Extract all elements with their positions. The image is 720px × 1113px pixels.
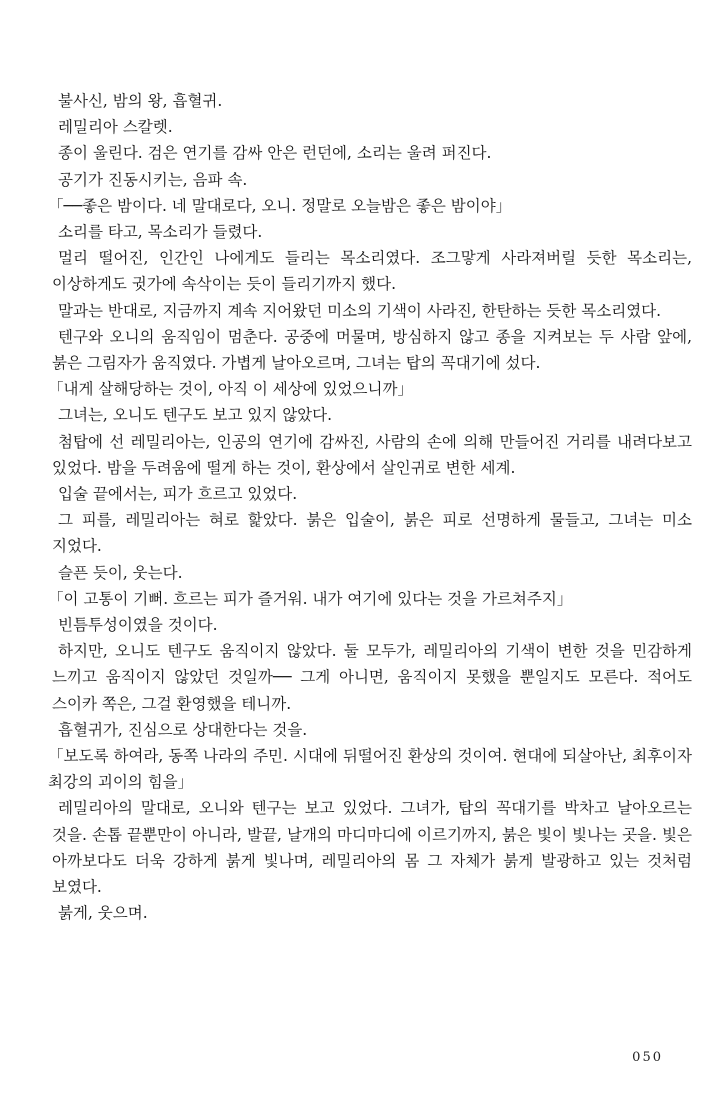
paragraph: 종이 울린다. 검은 연기를 감싸 안은 런던에, 소리는 울려 퍼진다.: [58, 144, 492, 163]
paragraph: 빈틈투성이였을 것이다.: [58, 616, 218, 635]
paragraph: 소리를 타고, 목소리가 들렸다.: [58, 223, 263, 242]
paragraph: 텐구와 오니의 움직임이 멈춘다. 공중에 머물며, 방심하지 않고 종을 지켜보는 두 사람 앞에, 붉은 그림자가 움직였다. 가볍게 날아오르며, 그녀는 탑의 꼭대기에 섰다.: [52, 327, 692, 373]
paragraph: 말과는 반대로, 지금까지 계속 지어왔던 미소의 기색이 사라진, 한탄하는 듯한 목소리였다.: [58, 301, 662, 320]
dialogue-line: 「──좋은 밤이다. 네 말대로다, 오니. 정말로 오늘밤은 좋은 밤이야」: [48, 196, 512, 215]
paragraph: 레밀리아 스칼렛.: [58, 118, 173, 137]
dialogue-line: 「내게 살해당하는 것이, 아직 이 세상에 있었으니까」: [48, 380, 413, 399]
paragraph: 입술 끝에서는, 피가 흐르고 있었다.: [58, 485, 298, 504]
paragraph: 첨탑에 선 레밀리아는, 인공의 연기에 감싸진, 사람의 손에 의해 만들어진 거리를 내려다보고 있었다. 밤을 두려움에 떨게 하는 것이, 환상에서 살인귀로 변한 세계.: [52, 432, 692, 477]
paragraph: 멀리 떨어진, 인간인 나에게도 들리는 목소리였다. 조그맣게 사라져버릴 듯한 목소리는, 이상하게도 귓가에 속삭이는 듯이 들리기까지 했다.: [52, 249, 692, 294]
paragraph: 슬픈 듯이, 웃는다.: [58, 563, 183, 582]
paragraph: 흡혈귀가, 진심으로 상대한다는 것을.: [58, 720, 308, 739]
paragraph: 레밀리아의 말대로, 오니와 텐구는 보고 있었다. 그녀가, 탑의 꼭대기를 박차고 날아오르는 것을. 손톱 끝뿐만이 아니라, 발끝, 날개의 마디마디에 이르기까지, 붉은 빛이 빛나는 곳을. 빛은 아까보다도 더욱 강하게 붉게 빛나며, 레밀리아의 몸 그 자체가 붉게 발광하고 있는 것처럼 보였다.: [52, 799, 692, 897]
paragraph: 붉게, 웃으며.: [58, 904, 148, 923]
paragraph: 그 피를, 레밀리아는 혀로 핥았다. 붉은 입술이, 붉은 피로 선명하게 물들고, 그녀는 미소 지었다.: [52, 511, 692, 556]
paragraph: 하지만, 오니도 텐구도 움직이지 않았다. 둘 모두가, 레밀리아의 기색이 변한 것을 민감하게 느끼고 움직이지 않았던 것일까── 그게 아니면, 움직이지 못했을 뿐일지도 모른다. 적어도 스이카 쪽은, 그걸 환영했을 테니까.: [52, 642, 692, 713]
paragraph: 그녀는, 오니도 텐구도 보고 있지 않았다.: [58, 406, 333, 425]
dialogue-line: 「이 고통이 기뻐. 흐르는 피가 즐거워. 내가 여기에 있다는 것을 가르쳐주지」: [48, 589, 573, 608]
page-number: 050: [632, 1050, 663, 1065]
paragraph: 불사신, 밤의 왕, 흡혈귀.: [58, 92, 223, 110]
dialogue-line: 「보도록 하여라, 동쪽 나라의 주민. 시대에 뒤떨어진 환상의 것이여. 현대에 되살아난, 최후이자 최강의 괴이의 힘을」: [48, 747, 692, 792]
paragraph: 공기가 진동시키는, 음파 속.: [58, 170, 248, 189]
body-text: [48, 88, 692, 927]
